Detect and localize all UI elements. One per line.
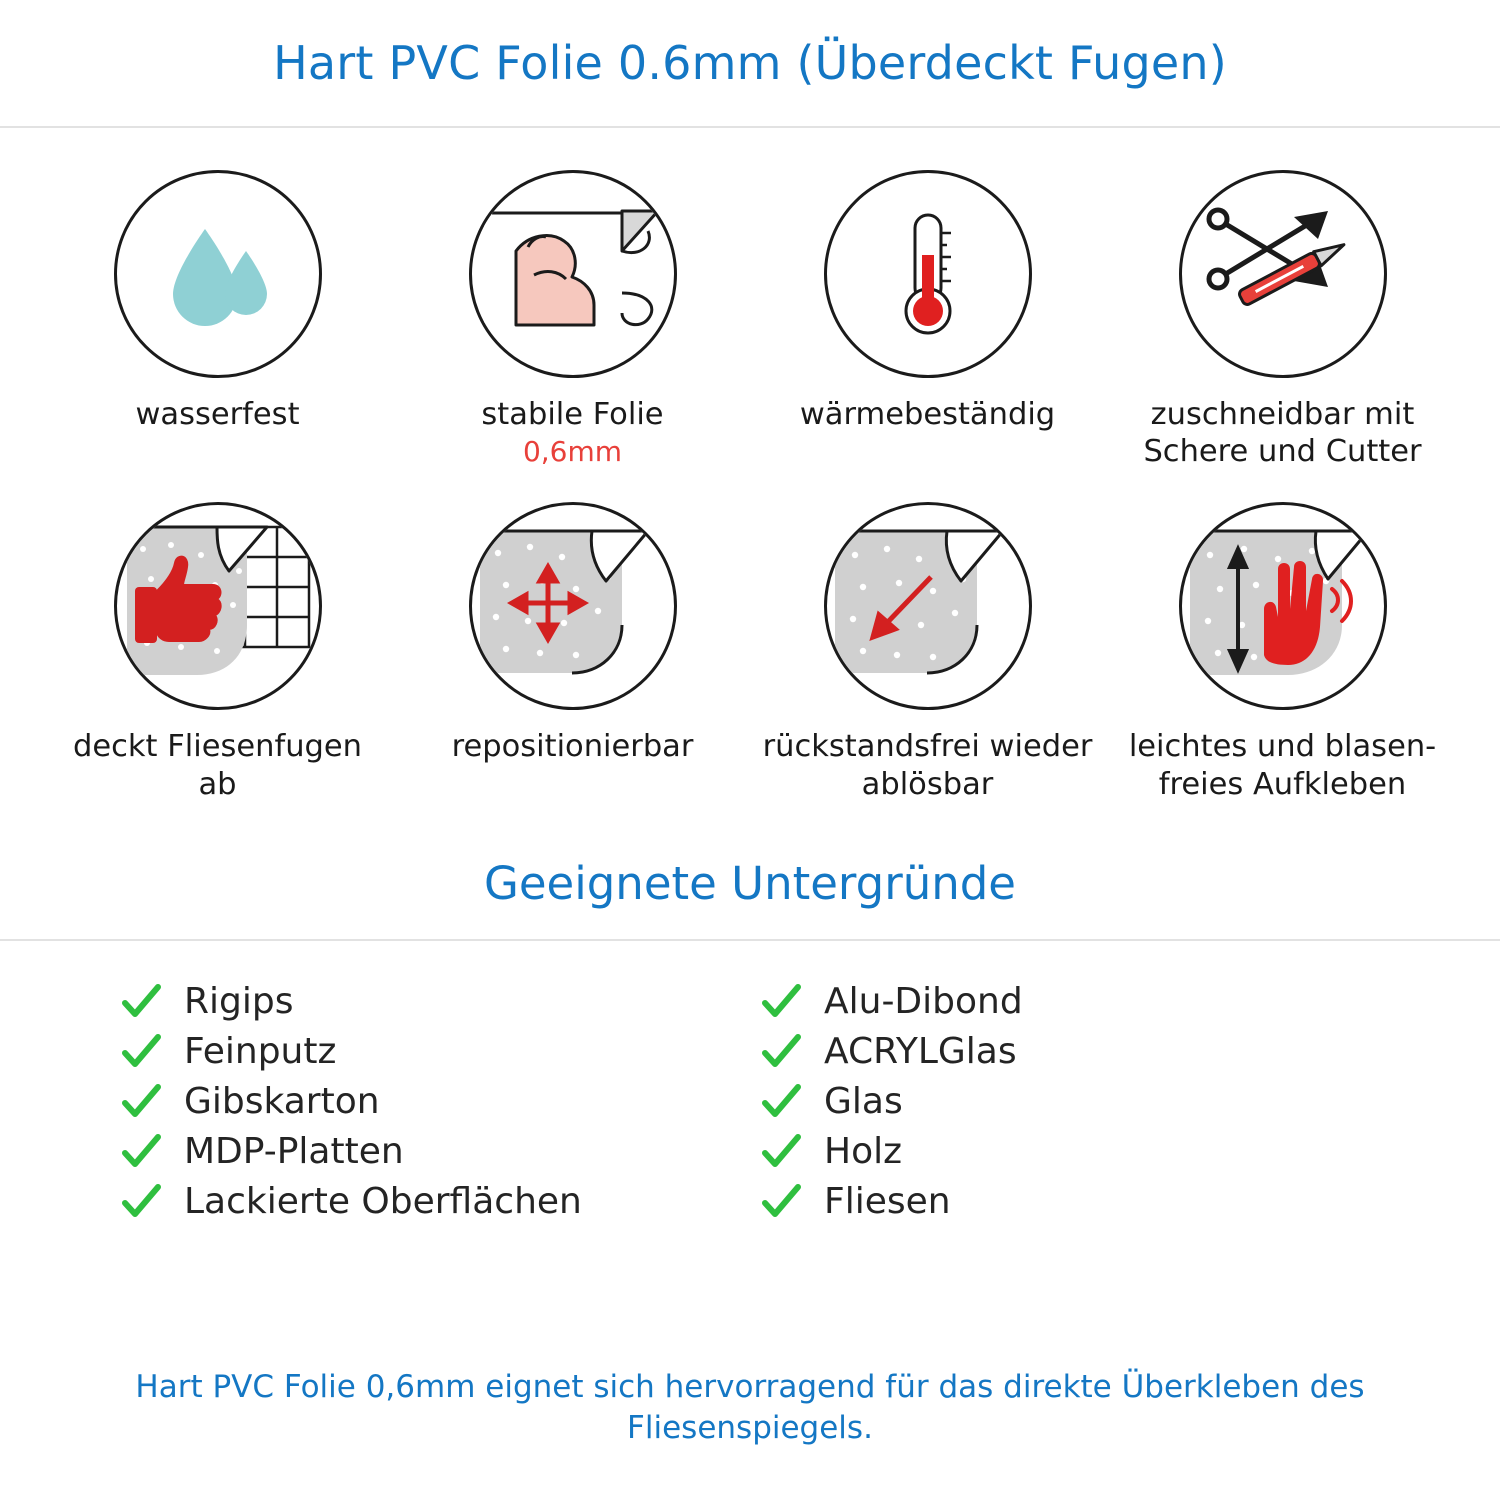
substrates-list (0, 941, 1500, 1223)
check-icon (120, 1181, 162, 1223)
feature-grid-row-1 (0, 128, 1500, 482)
list-item-label: Feinputz (184, 1031, 337, 1073)
thermometer-icon (853, 199, 1003, 349)
list-item (760, 1181, 1380, 1223)
substrates-left-column (120, 981, 740, 1223)
list-item (120, 1031, 740, 1073)
list-item-label: Fliesen (824, 1181, 951, 1223)
feature-subcaption: 0,6mm (522, 435, 623, 469)
substrates-right-column (760, 981, 1380, 1223)
feature-caption: zuschneidbar mit Schere und Cutter (1143, 397, 1422, 470)
four-arrows-film-icon (472, 505, 674, 707)
list-item (760, 1081, 1380, 1123)
feature-wasserfest (40, 156, 395, 482)
feature-caption: stabile Folie (481, 397, 664, 432)
icon-circle (469, 502, 677, 710)
header (0, 0, 1500, 128)
icon-circle (1179, 502, 1387, 710)
section-title: Geeignete Untergründe (483, 857, 1016, 911)
list-item (760, 1031, 1380, 1073)
icon-circle (824, 502, 1032, 710)
check-icon (760, 1081, 802, 1123)
check-icon (760, 1031, 802, 1073)
feature-repositionierbar (395, 488, 750, 814)
list-item (760, 981, 1380, 1023)
feature-caption: deckt Fliesenfugen ab (73, 729, 362, 802)
list-item-label: Rigips (184, 981, 294, 1023)
feature-caption: wasserfest (135, 397, 300, 432)
peel-arrow-icon (827, 505, 1029, 707)
check-icon (120, 1081, 162, 1123)
thumbs-up-tiles-icon (117, 505, 319, 707)
check-icon (760, 981, 802, 1023)
list-item (120, 1181, 740, 1223)
water-drops-icon (143, 199, 293, 349)
feature-caption: leichtes und blasen- freies Aufkleben (1128, 729, 1437, 802)
list-item-label: Alu-Dibond (824, 981, 1023, 1023)
list-item (760, 1131, 1380, 1173)
feature-caption: rückstandsfrei wieder ablösbar (762, 729, 1093, 802)
section-header (0, 829, 1500, 941)
check-icon (760, 1181, 802, 1223)
list-item-label: ACRYLGlas (824, 1031, 1017, 1073)
feature-aufkleben (1105, 488, 1460, 814)
feature-rueckstandsfrei (750, 488, 1105, 814)
icon-circle (1179, 170, 1387, 378)
scissors-cutter-icon (1198, 189, 1368, 359)
list-item-label: Holz (824, 1131, 902, 1173)
list-item-label: Lackierte Oberflächen (184, 1181, 582, 1223)
check-icon (760, 1131, 802, 1173)
hand-smooth-icon (1182, 505, 1384, 707)
feature-caption: repositionierbar (451, 729, 694, 765)
icon-circle (114, 502, 322, 710)
list-item (120, 1131, 740, 1173)
list-item (120, 1081, 740, 1123)
page-title: Hart PVC Folie 0.6mm (Überdeckt Fugen) (273, 36, 1227, 90)
icon-circle (824, 170, 1032, 378)
icon-circle (469, 170, 677, 378)
feature-deckt-fliesenfugen (40, 488, 395, 814)
strong-arm-film-icon (472, 173, 674, 375)
list-item-label: MDP-Platten (184, 1131, 404, 1173)
list-item-label: Gibskarton (184, 1081, 380, 1123)
list-item (120, 981, 740, 1023)
feature-waermebestaendig (750, 156, 1105, 482)
check-icon (120, 1031, 162, 1073)
list-item-label: Glas (824, 1081, 903, 1123)
feature-zuschneidbar (1105, 156, 1460, 482)
check-icon (120, 981, 162, 1023)
footer-note: Hart PVC Folie 0,6mm eignet sich hervorragend für das direkte Überkleben des Fliesenspiegels. (135, 1369, 1365, 1446)
feature-grid-row-2 (0, 482, 1500, 814)
check-icon (120, 1131, 162, 1173)
feature-stabile-folie (395, 156, 750, 482)
feature-caption: wärmebeständig (799, 397, 1056, 432)
icon-circle (114, 170, 322, 378)
